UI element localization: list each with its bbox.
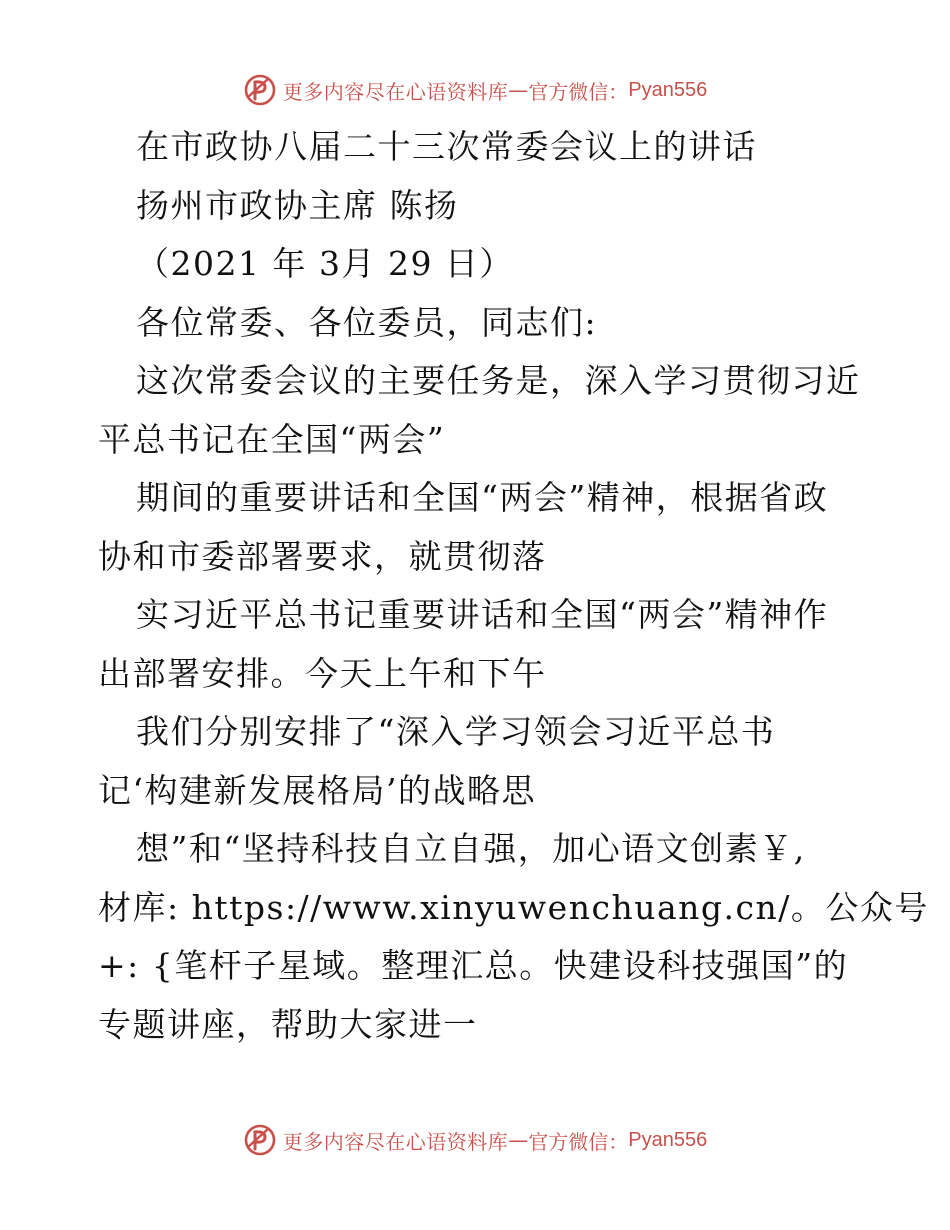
footer-watermark-banner bbox=[0, 1120, 950, 1160]
paragraph-line: 我们分别安排了“深入学习领会习近平总书 bbox=[136, 712, 776, 751]
banner-wechat-id: Pyan556 bbox=[628, 1128, 708, 1151]
banner-brand-text: 更多内容尽在心语资料库 bbox=[282, 1129, 509, 1154]
paragraph-line: 专题讲座，帮助大家进一 bbox=[98, 1004, 478, 1044]
paragraph-line: 协和市委部署要求，就贯彻落 bbox=[98, 536, 547, 576]
paragraph-line: 记‘构建新发展格局’的战略思 bbox=[98, 770, 536, 810]
stylized-p-logo-icon bbox=[243, 73, 277, 107]
banner-separator: — bbox=[508, 78, 529, 102]
document-author: 扬州市政协主席 陈扬 bbox=[136, 185, 459, 225]
salutation: 各位常委、各位委员，同志们: bbox=[136, 302, 598, 342]
paragraph-line: 期间的重要讲话和全国“两会”精神，根据省政 bbox=[136, 478, 829, 517]
banner-brand-text: 更多内容尽在心语资料库 bbox=[282, 79, 509, 104]
banner-wechat-label: 官方微信： bbox=[528, 1129, 629, 1154]
header-watermark-banner bbox=[0, 70, 950, 110]
paragraph-line: 这次常委会议的主要任务是，深入学习贯彻习近 bbox=[136, 361, 861, 400]
paragraph-line: 想”和“坚持科技自立自强，加心语文创素￥, bbox=[136, 829, 806, 868]
banner-wechat-label: 官方微信： bbox=[528, 79, 629, 104]
document-date: （2021 年 3月 29 日） bbox=[136, 244, 514, 283]
stylized-p-logo-icon bbox=[243, 1123, 277, 1157]
document-body bbox=[98, 118, 929, 1054]
paragraph-line: 材库: https://www.xinyuwenchuang.cn/。公众号 bbox=[98, 887, 929, 927]
banner-separator: — bbox=[508, 1128, 529, 1152]
document-title: 在市政协八届二十三次常委会议上的讲话 bbox=[136, 127, 757, 166]
paragraph-line: 平总书记在全国“两会” bbox=[98, 419, 446, 459]
paragraph-line: 实习近平总书记重要讲话和全国“两会”精神作 bbox=[136, 595, 829, 634]
paragraph-line: +: {笔杆子星域。整理汇总。快建设科技强国”的 bbox=[98, 946, 849, 985]
banner-wechat-id: Pyan556 bbox=[628, 78, 708, 101]
paragraph-line: 出部署安排。今天上午和下午 bbox=[98, 653, 547, 693]
